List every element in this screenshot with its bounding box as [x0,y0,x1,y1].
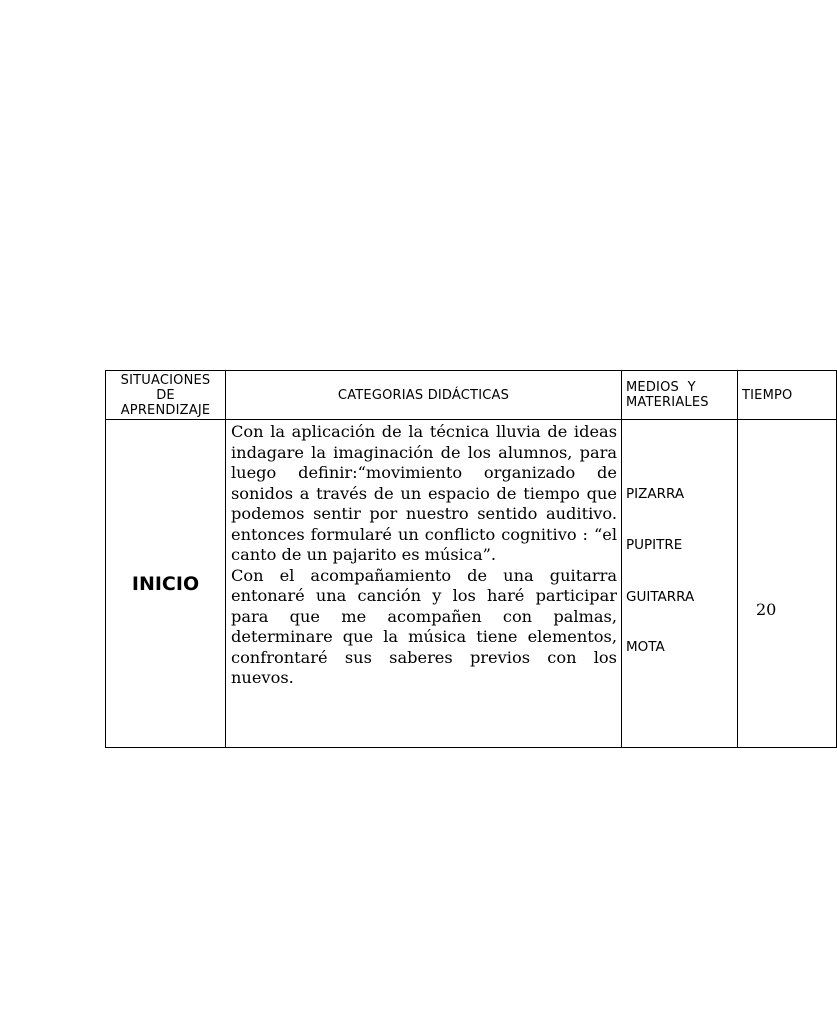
header-situaciones-line2: DE [156,387,175,403]
material-item: GUITARRA [626,589,695,605]
header-situaciones [105,370,226,420]
header-medios-line1: MEDIOS Y [626,380,696,395]
materials-cell [621,419,738,748]
header-medios [621,370,738,420]
header-categorias-label: CATEGORIAS DIDÁCTICAS [337,387,510,403]
material-item: PIZARRA [626,486,685,502]
activity-paragraph-2: Con el acompañamiento de una guitarra entonaré una canción y los haré participar para que me acompañen con palmas, determinare que la música tiene elementos, confrontaré sus saberes previos con los nuevos. [231,565,617,687]
header-categorias [225,370,622,420]
activities-cell [225,419,622,748]
material-item: MOTA [626,639,665,655]
header-medios-line2: MATERIALES [626,395,709,410]
phase-label: INICIO [131,572,200,595]
header-tiempo [737,370,837,420]
header-situaciones-line3: APRENDIZAJE [120,402,211,418]
didactic-table [105,370,825,748]
phase-cell [105,419,226,748]
material-item: PUPITRE [626,537,683,553]
header-tiempo-label: TIEMPO [742,387,793,403]
time-value: 20 [756,600,777,619]
activity-paragraph-1: Con la aplicación de la técnica lluvia de ideas indagare la imaginación de los alumnos, para luego definir:“movimiento organizado de sonidos a través de un espacio de tiempo que podemos sentir por nuestro sentido auditivo. entonces formularé un conflicto cognitivo : “el canto de un pajarito es música”. [231,422,617,564]
time-cell [737,419,837,748]
header-situaciones-line1: SITUACIONES [120,372,211,388]
